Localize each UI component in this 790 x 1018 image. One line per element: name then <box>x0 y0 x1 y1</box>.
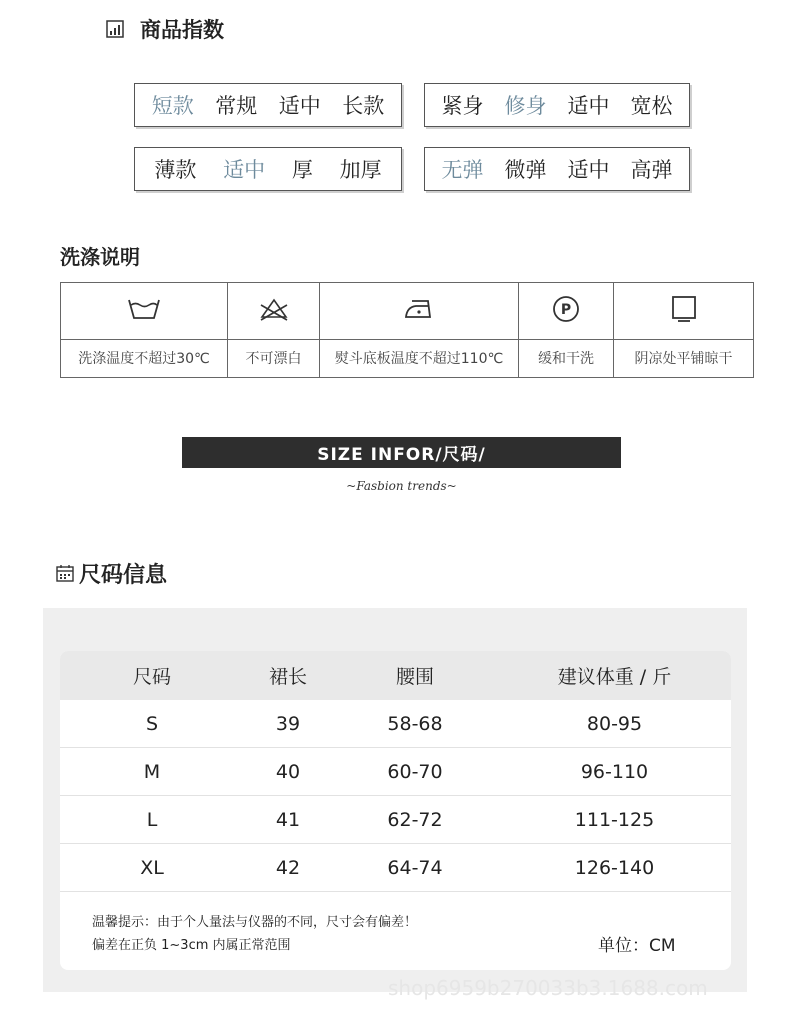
index-option: 适中 <box>567 158 610 182</box>
table-row <box>60 700 731 748</box>
wash-icon-cell <box>61 283 228 340</box>
index-option: 高弹 <box>630 158 673 182</box>
dry-clean-glyph: P <box>560 301 572 318</box>
header-waist: 腰围 <box>332 651 498 700</box>
size-table <box>60 651 731 892</box>
length-cell: 42 <box>244 844 332 892</box>
size-cell: L <box>60 796 244 844</box>
size-cell: M <box>60 748 244 796</box>
table-row <box>60 748 731 796</box>
length-cell: 40 <box>244 748 332 796</box>
product-index-title: 商品指数 <box>140 18 224 42</box>
size-note <box>92 911 417 957</box>
index-option: 微弹 <box>504 158 547 182</box>
bar-chart-icon <box>106 20 124 38</box>
index-option: 常规 <box>215 94 258 118</box>
waist-cell: 60-70 <box>332 748 498 796</box>
index-option: 长款 <box>342 94 385 118</box>
dry-clean-p-icon <box>551 294 581 324</box>
watermark: shop6959b270033b3.1688.com <box>388 976 708 1000</box>
note-line-2: 偏差在正负 1~3cm 内属正常范围 <box>92 938 291 953</box>
header-length: 裙长 <box>244 651 332 700</box>
wash-30-icon <box>127 296 161 322</box>
header-weight: 建议体重 / 斤 <box>498 651 731 700</box>
waist-cell: 62-72 <box>332 796 498 844</box>
index-option: 厚 <box>291 158 313 182</box>
index-option: 适中 <box>223 158 266 182</box>
index-option: 宽松 <box>630 94 673 118</box>
weight-cell: 96-110 <box>498 748 731 796</box>
length-index <box>134 83 402 127</box>
header-size: 尺码 <box>60 651 244 700</box>
index-option: 加厚 <box>339 158 382 182</box>
length-cell: 41 <box>244 796 332 844</box>
bleach-icon-cell <box>228 283 320 340</box>
iron-icon-cell <box>320 283 519 340</box>
fit-index <box>424 83 690 127</box>
index-option: 修身 <box>504 94 547 118</box>
weight-cell: 111-125 <box>498 796 731 844</box>
dry-clean-icon-cell <box>519 283 614 340</box>
wash-label: 洗涤温度不超过30℃ <box>61 339 228 377</box>
bleach-label: 不可漂白 <box>228 339 320 377</box>
size-info-title: 尺码信息 <box>79 563 168 588</box>
size-banner: SIZE INFOR/尺码/ <box>182 437 621 468</box>
index-option: 紧身 <box>441 94 484 118</box>
note-line-1: 温馨提示：由于个人量法与仪器的不同，尺寸会有偏差！ <box>92 915 418 930</box>
index-option: 适中 <box>567 94 610 118</box>
weight-cell: 126-140 <box>498 844 731 892</box>
unit-label: 单位：CM <box>598 936 676 956</box>
thickness-index <box>134 147 402 191</box>
dry-icon-cell <box>614 283 754 340</box>
weight-cell: 80-95 <box>498 700 731 748</box>
length-cell: 39 <box>244 700 332 748</box>
index-option: 无弹 <box>441 158 484 182</box>
no-bleach-icon <box>258 296 290 322</box>
index-option: 薄款 <box>154 158 197 182</box>
index-option: 短款 <box>151 94 194 118</box>
washing-table <box>60 282 754 378</box>
index-option: 适中 <box>278 94 321 118</box>
waist-cell: 64-74 <box>332 844 498 892</box>
table-row <box>60 844 731 892</box>
waist-cell: 58-68 <box>332 700 498 748</box>
table-row <box>60 796 731 844</box>
iron-icon <box>402 296 436 322</box>
washing-title: 洗涤说明 <box>60 245 140 269</box>
size-cell: S <box>60 700 244 748</box>
dry-clean-label: 缓和干洗 <box>519 339 614 377</box>
iron-label: 熨斗底板温度不超过110℃ <box>320 339 519 377</box>
calendar-icon <box>56 564 74 582</box>
elasticity-index <box>424 147 690 191</box>
dry-label: 阴凉处平铺晾干 <box>614 339 754 377</box>
size-cell: XL <box>60 844 244 892</box>
line-dry-icon <box>670 294 698 324</box>
fashion-subtitle: ~Fasbion trends~ <box>346 479 457 493</box>
